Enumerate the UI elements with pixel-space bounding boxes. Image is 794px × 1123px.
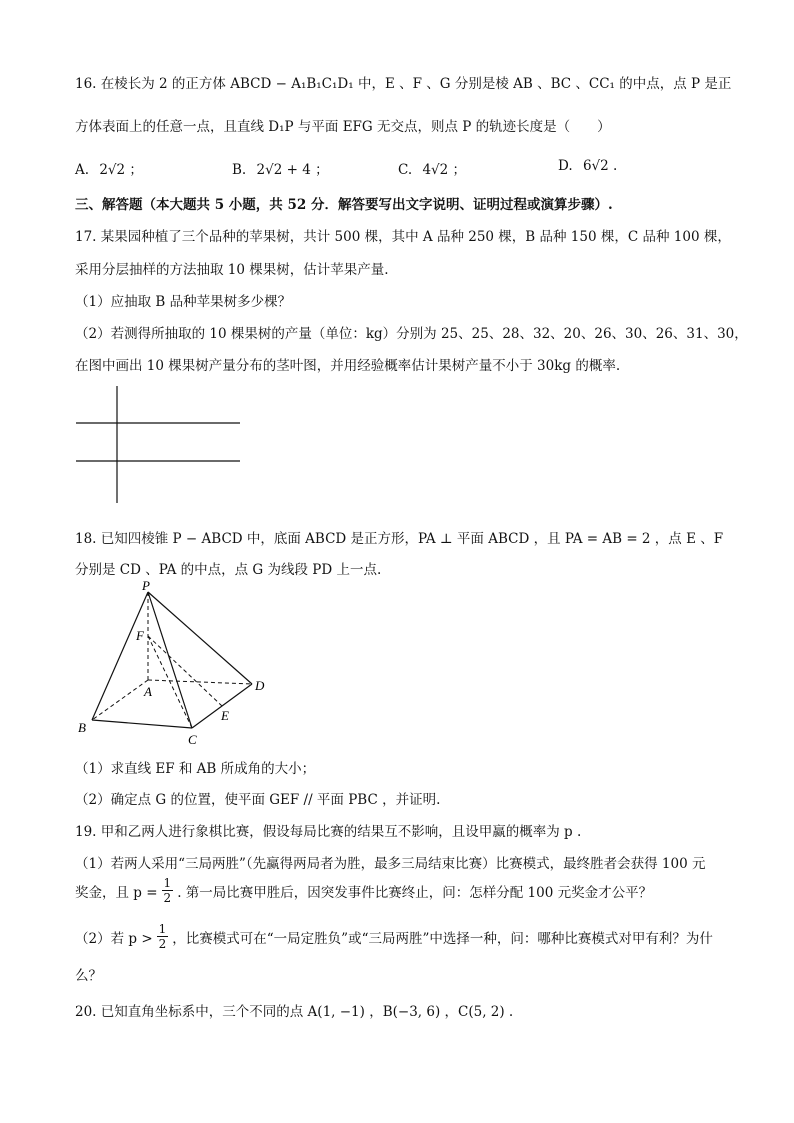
label-D: D: [255, 678, 265, 693]
label-A: A: [144, 684, 152, 699]
q16-option-b[interactable]: [232, 158, 329, 178]
q17-part2-line2: 在图中画出 10 棵果树产量分布的茎叶图，并用经验概率估计果树产量不小于 30kg 的概率.: [75, 358, 621, 374]
fraction-numerator: 1: [163, 876, 172, 890]
q17-part2-line1: （2）若测得所抽取的 10 棵果树的产量（单位：kg）分别为 25、25、28、32、20、26、30、26、31、30，: [75, 326, 748, 342]
q19-text: . 第一局比赛甲胜后，因突发事件比赛终止，问：怎样分配 100 元奖金才公平？: [177, 884, 653, 901]
q16-option-c[interactable]: [398, 158, 466, 178]
label-B: B: [78, 720, 86, 735]
q16-option-d[interactable]: [558, 158, 617, 174]
q18-line2: 分别是 CD 、PA 的中点，点 G 为线段 PD 上一点.: [75, 562, 382, 578]
q19-part1-line2: [75, 876, 652, 905]
option-text: 4√2 ；: [422, 162, 467, 178]
fraction-denominator: 2: [163, 891, 172, 905]
q18-part2: （2）确定点 G 的位置，使平面 GEF // 平面 PBC ，并证明.: [75, 792, 441, 808]
pyramid-figure: [70, 580, 280, 750]
q19-text: （2）若 p >: [75, 930, 153, 947]
q17-part1: （1）应抽取 B 品种苹果树多少棵？: [75, 294, 292, 310]
option-label: C.: [398, 162, 413, 178]
q17-line2: 采用分层抽样的方法抽取 10 棵果树，估计苹果产量.: [75, 262, 389, 278]
fraction-one-half: [162, 876, 174, 905]
q19-part2-line1: [75, 922, 713, 951]
stem-leaf-grid: [70, 383, 250, 508]
option-label: A.: [75, 162, 90, 178]
q19-part2-line2: 么？: [75, 968, 102, 984]
option-label: B.: [232, 162, 247, 178]
q16-line2: 方体表面上的任意一点，且直线 D₁P 与平面 EFG 无交点，则点 P 的轨迹长度是（ ）: [75, 119, 611, 135]
q16-line1: 16. 在棱长为 2 的正方体 ABCD − A₁B₁C₁D₁ 中，E 、F 、G 分别是棱 AB 、BC 、CC₁ 的中点，点 P 是正: [75, 76, 732, 92]
option-text: 2√2 + 4 ；: [256, 162, 329, 178]
q18-line1: 18. 已知四棱锥 P − ABCD 中，底面 ABCD 是正方形，PA ⊥ 平面 ABCD ，且 PA = AB = 2 ，点 E 、F: [75, 531, 724, 547]
label-C: C: [188, 732, 197, 747]
option-text: 6√2 .: [582, 158, 618, 174]
option-label: D.: [558, 158, 573, 174]
q19-text: ，比赛模式可在“一局定胜负”或“三局两胜”中选择一种，问：哪种比赛模式对甲有利？为什: [172, 930, 713, 947]
label-F: F: [136, 628, 144, 643]
label-E: E: [221, 708, 229, 723]
q17-line1: 17. 某果园种植了三个品种的苹果树，共计 500 棵，其中 A 品种 250 棵，B 品种 150 棵，C 品种 100 棵，: [75, 229, 731, 245]
q19-line1: 19. 甲和乙两人进行象棋比赛，假设每局比赛的结果互不影响，且设甲赢的概率为 p .: [75, 824, 582, 840]
q19-text: 奖金，且 p =: [75, 884, 158, 901]
q20-line1: 20. 已知直角坐标系中，三个不同的点 A(1, −1) ，B(−3, 6) ，C(5, 2) .: [75, 1004, 514, 1020]
fraction-numerator: 1: [158, 922, 167, 936]
q19-part1-line1: （1）若两人采用“三局两胜”（先赢得两局者为胜，最多三局结束比赛）比赛模式，最终胜者会获得 100 元: [75, 856, 706, 872]
q18-part1: （1）求直线 EF 和 AB 所成角的大小；: [75, 761, 316, 777]
fraction-denominator: 2: [158, 937, 167, 951]
fraction-one-half: [157, 922, 169, 951]
q16-option-a[interactable]: [75, 158, 143, 178]
label-P: P: [142, 580, 150, 593]
section3-heading: 三、解答题（本大题共 5 小题，共 52 分．解答要写出文字说明、证明过程或演算步骤）.: [75, 197, 613, 213]
option-text: 2√2 ；: [99, 162, 143, 178]
